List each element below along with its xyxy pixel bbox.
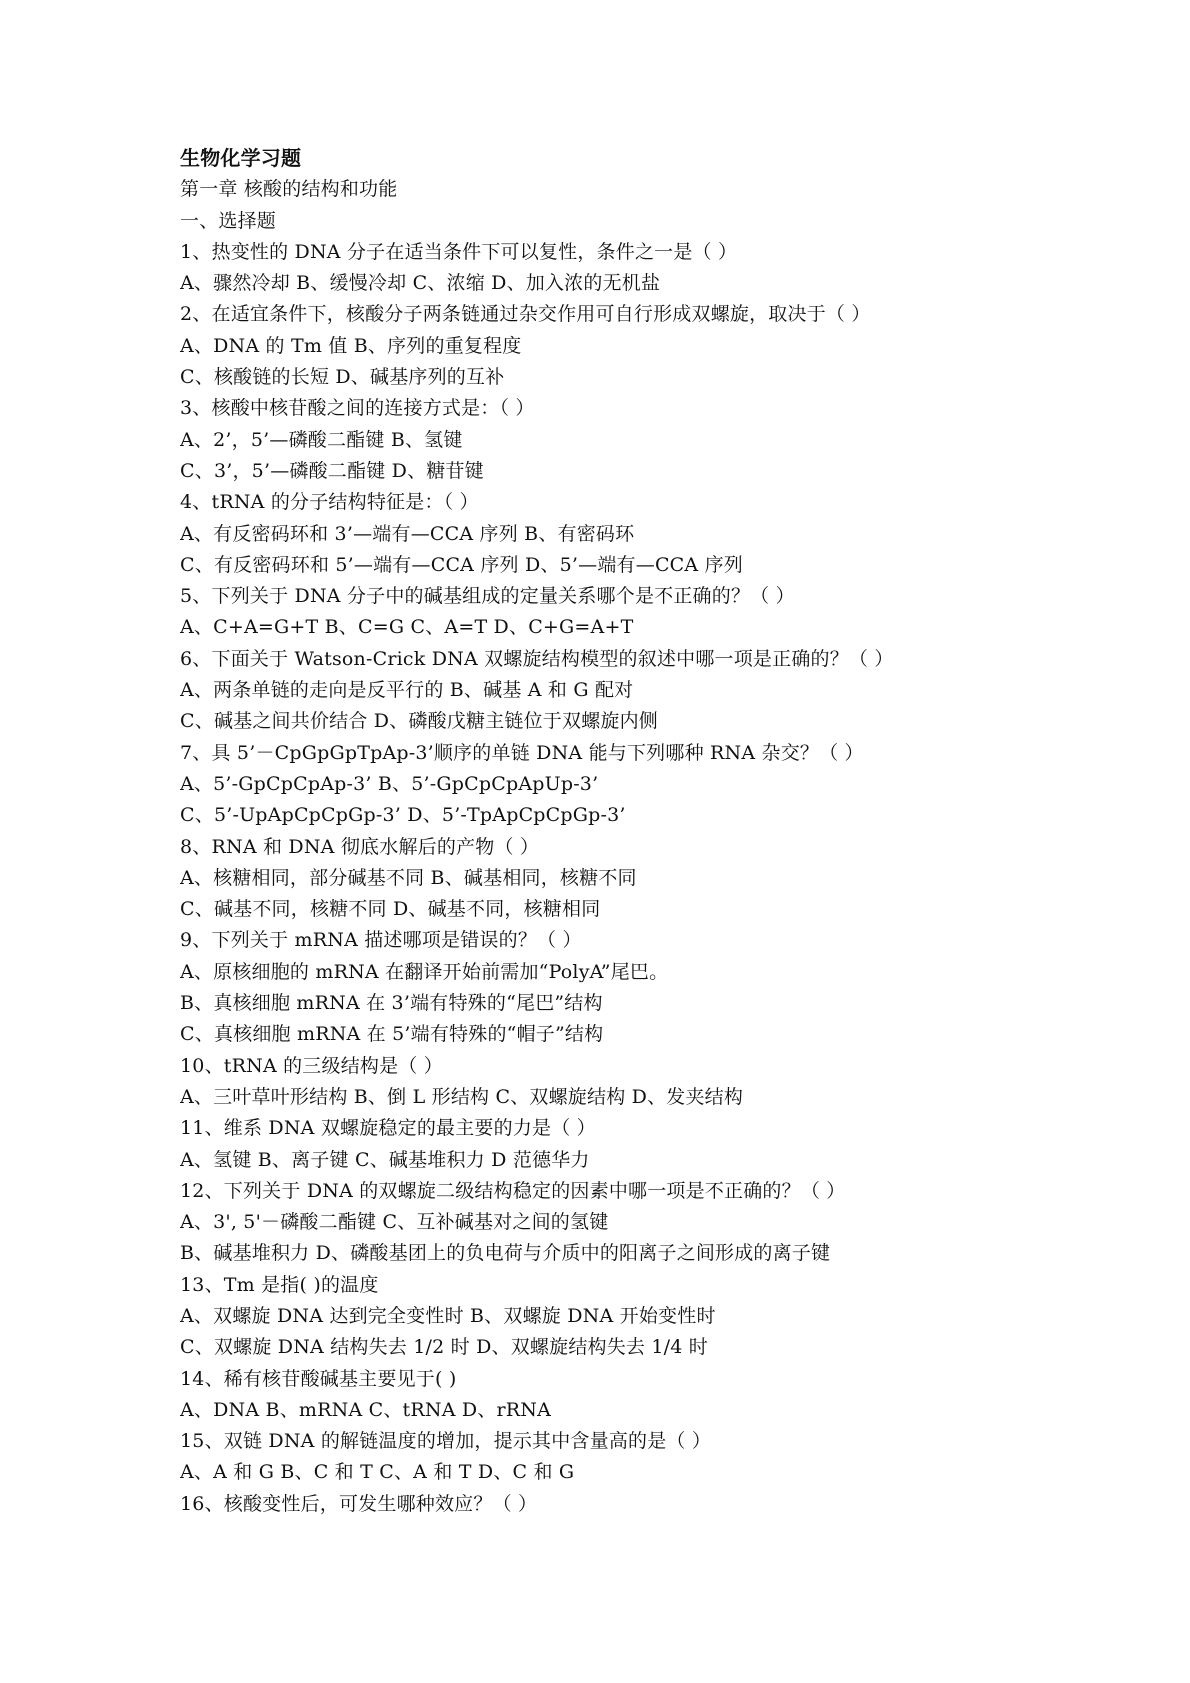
answer-options: C、碱基之间共价结合 D、磷酸戊糖主链位于双螺旋内侧 bbox=[180, 710, 659, 733]
answer-options: A、三叶草叶形结构 B、倒 L 形结构 C、双螺旋结构 D、发夹结构 bbox=[180, 1085, 744, 1108]
answer-options: A、3', 5'－磷酸二酯键 C、互补碱基对之间的氢键 bbox=[180, 1211, 609, 1234]
answer-options: A、2’，5’—磷酸二酯键 B、氢键 bbox=[180, 428, 463, 451]
question-stem: 3、核酸中核苷酸之间的连接方式是：（ ） bbox=[180, 397, 535, 420]
answer-options: B、真核细胞 mRNA 在 3’端有特殊的“尾巴”结构 bbox=[180, 992, 603, 1015]
answer-options: A、C+A=G+T B、C=G C、A=T D、C+G=A+T bbox=[180, 616, 634, 639]
answer-options: C、3’，5’—磷酸二酯键 D、糖苷键 bbox=[180, 459, 484, 482]
question-stem: 7、具 5’－CpGpGpTpAp-3’顺序的单链 DNA 能与下列哪种 RNA 杂交？（ ） bbox=[180, 741, 864, 764]
answer-options: A、DNA 的 Tm 值 B、序列的重复程度 bbox=[180, 334, 522, 357]
answer-options: A、核糖相同，部分碱基不同 B、碱基相同，核糖不同 bbox=[180, 866, 637, 889]
answer-options: C、真核细胞 mRNA 在 5’端有特殊的“帽子”结构 bbox=[180, 1023, 604, 1046]
answer-options: A、A 和 G B、C 和 T C、A 和 T D、C 和 G bbox=[180, 1461, 575, 1484]
section-heading: 一、选择题 bbox=[180, 209, 277, 232]
answer-options: A、双螺旋 DNA 达到完全变性时 B、双螺旋 DNA 开始变性时 bbox=[180, 1304, 716, 1327]
chapter-heading: 第一章 核酸的结构和功能 bbox=[180, 178, 398, 201]
document-body bbox=[180, 143, 1120, 1520]
document-title: 生物化学习题 bbox=[180, 146, 302, 170]
answer-options: C、5’-UpApCpCpGp-3’ D、5’-TpApCpCpGp-3’ bbox=[180, 804, 626, 827]
answer-options: A、有反密码环和 3’—端有—CCA 序列 B、有密码环 bbox=[180, 522, 635, 545]
question-stem: 8、RNA 和 DNA 彻底水解后的产物（ ） bbox=[180, 835, 540, 858]
question-stem: 16、核酸变性后，可发生哪种效应？（ ） bbox=[180, 1492, 538, 1515]
answer-options: C、双螺旋 DNA 结构失去 1/2 时 D、双螺旋结构失去 1/4 时 bbox=[180, 1336, 708, 1359]
question-list bbox=[180, 237, 1120, 1520]
answer-options: C、碱基不同，核糖不同 D、碱基不同，核糖相同 bbox=[180, 898, 601, 921]
answer-options: A、DNA B、mRNA C、tRNA D、rRNA bbox=[180, 1398, 552, 1421]
answer-options: A、氢键 B、离子键 C、碱基堆积力 D 范德华力 bbox=[180, 1148, 590, 1171]
question-stem: 4、tRNA 的分子结构特征是：（ ） bbox=[180, 491, 479, 514]
question-stem: 5、下列关于 DNA 分子中的碱基组成的定量关系哪个是不正确的？（ ） bbox=[180, 585, 795, 608]
question-stem: 13、Tm 是指( )的温度 bbox=[180, 1273, 379, 1296]
question-stem: 10、tRNA 的三级结构是（ ） bbox=[180, 1054, 443, 1077]
question-stem: 12、下列关于 DNA 的双螺旋二级结构稳定的因素中哪一项是不正确的？（ ） bbox=[180, 1179, 846, 1202]
answer-options: A、两条单链的走向是反平行的 B、碱基 A 和 G 配对 bbox=[180, 679, 634, 702]
answer-options: A、原核细胞的 mRNA 在翻译开始前需加“PolyA”尾巴。 bbox=[180, 960, 669, 983]
answer-options: C、核酸链的长短 D、碱基序列的互补 bbox=[180, 366, 505, 389]
question-stem: 11、维系 DNA 双螺旋稳定的最主要的力是（ ） bbox=[180, 1117, 596, 1140]
answer-options: C、有反密码环和 5’—端有—CCA 序列 D、5’—端有—CCA 序列 bbox=[180, 553, 743, 576]
question-stem: 6、下面关于 Watson-Crick DNA 双螺旋结构模型的叙述中哪一项是正确的？（ ） bbox=[180, 647, 894, 670]
question-stem: 14、稀有核苷酸碱基主要见于( ) bbox=[180, 1367, 457, 1390]
question-stem: 15、双链 DNA 的解链温度的增加，提示其中含量高的是（ ） bbox=[180, 1430, 712, 1453]
answer-options: A、5’-GpCpCpAp-3’ B、5’-GpCpCpApUp-3’ bbox=[180, 772, 599, 795]
answer-options: A、骤然冷却 B、缓慢冷却 C、浓缩 D、加入浓的无机盐 bbox=[180, 272, 661, 295]
answer-options: B、碱基堆积力 D、磷酸基团上的负电荷与介质中的阳离子之间形成的离子键 bbox=[180, 1242, 831, 1265]
question-stem: 9、下列关于 mRNA 描述哪项是错误的？（ ） bbox=[180, 929, 582, 952]
question-stem: 2、在适宜条件下，核酸分子两条链通过杂交作用可自行形成双螺旋，取决于（ ） bbox=[180, 303, 871, 326]
question-stem: 1、热变性的 DNA 分子在适当条件下可以复性，条件之一是（ ） bbox=[180, 240, 738, 263]
